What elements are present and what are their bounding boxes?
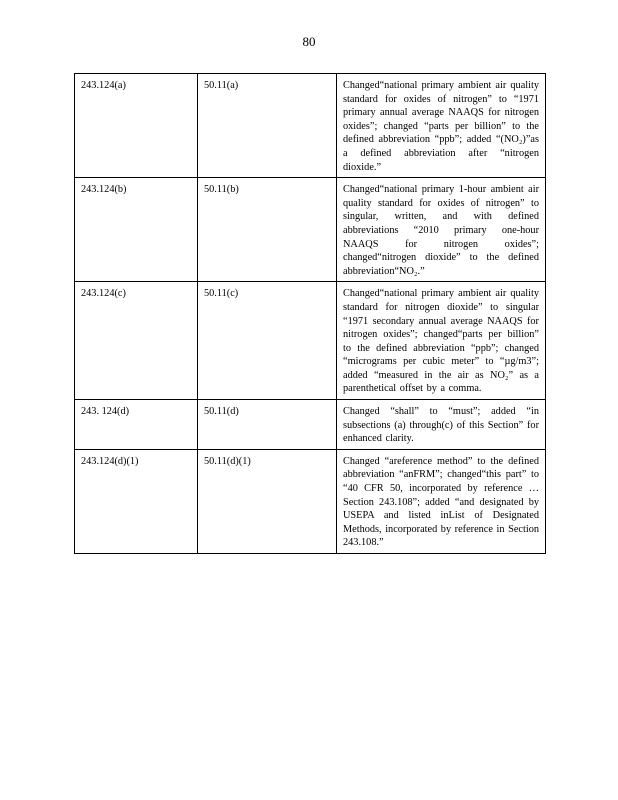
section-cell: 243. 124(d): [75, 400, 198, 450]
table-row: [75, 178, 546, 282]
table-row: [75, 74, 546, 178]
cfr-cell: 50.11(a): [198, 74, 337, 178]
table-row: [75, 282, 546, 400]
section-cell: 243.124(c): [75, 282, 198, 400]
cfr-cell: 50.11(d)(1): [198, 449, 337, 553]
description-cell: Changed “areference method” to the defined abbreviation “anFRM”; changed“this part” to “40 CFR 50, incorporated by reference … Section 243.108”; added “and designated by USEPA and listed inList of Designated Methods, incorporated by reference in Section 243.108.”: [337, 449, 546, 553]
amendments-table: [74, 73, 546, 554]
description-cell: Changed“national primary 1-hour ambient air quality standard for oxides of nitrogen” to singular, written, and with defined abbreviations “2010 primary one-hour NAAQS for nitrogen oxides”; changed“nitrogen dioxide” to the defined abbreviation“NO₂.”: [337, 178, 546, 282]
cfr-cell: 50.11(c): [198, 282, 337, 400]
cfr-cell: 50.11(b): [198, 178, 337, 282]
table-row: [75, 449, 546, 553]
cfr-cell: 50.11(d): [198, 400, 337, 450]
page-number: 80: [302, 34, 316, 49]
description-cell: Changed“national primary ambient air quality standard for nitrogen dioxide” to singular “1971 secondary annual average NAAQS for nitrogen oxides”; changed“parts per billion” to the defined abbreviation “ppb”; changed “micrograms per cubic meter” to “µg/m3”; added “measured in the air as NO₂” as a parenthetical offset by a comma.: [337, 282, 546, 400]
table-row: [75, 400, 546, 450]
section-cell: 243.124(b): [75, 178, 198, 282]
section-cell: 243.124(d)(1): [75, 449, 198, 553]
description-cell: Changed “shall” to “must”; added “in subsections (a) through(c) of this Section” for enhanced clarity.: [337, 400, 546, 450]
section-cell: 243.124(a): [75, 74, 198, 178]
description-cell: Changed“national primary ambient air quality standard for oxides of nitrogen” to “1971 primary annual average NAAQS for nitrogen oxides”; changed “parts per billion” to the defined abbreviation “ppb”; added “(NO₂)”as a defined abbreviation after “nitrogen dioxide.”: [337, 74, 546, 178]
